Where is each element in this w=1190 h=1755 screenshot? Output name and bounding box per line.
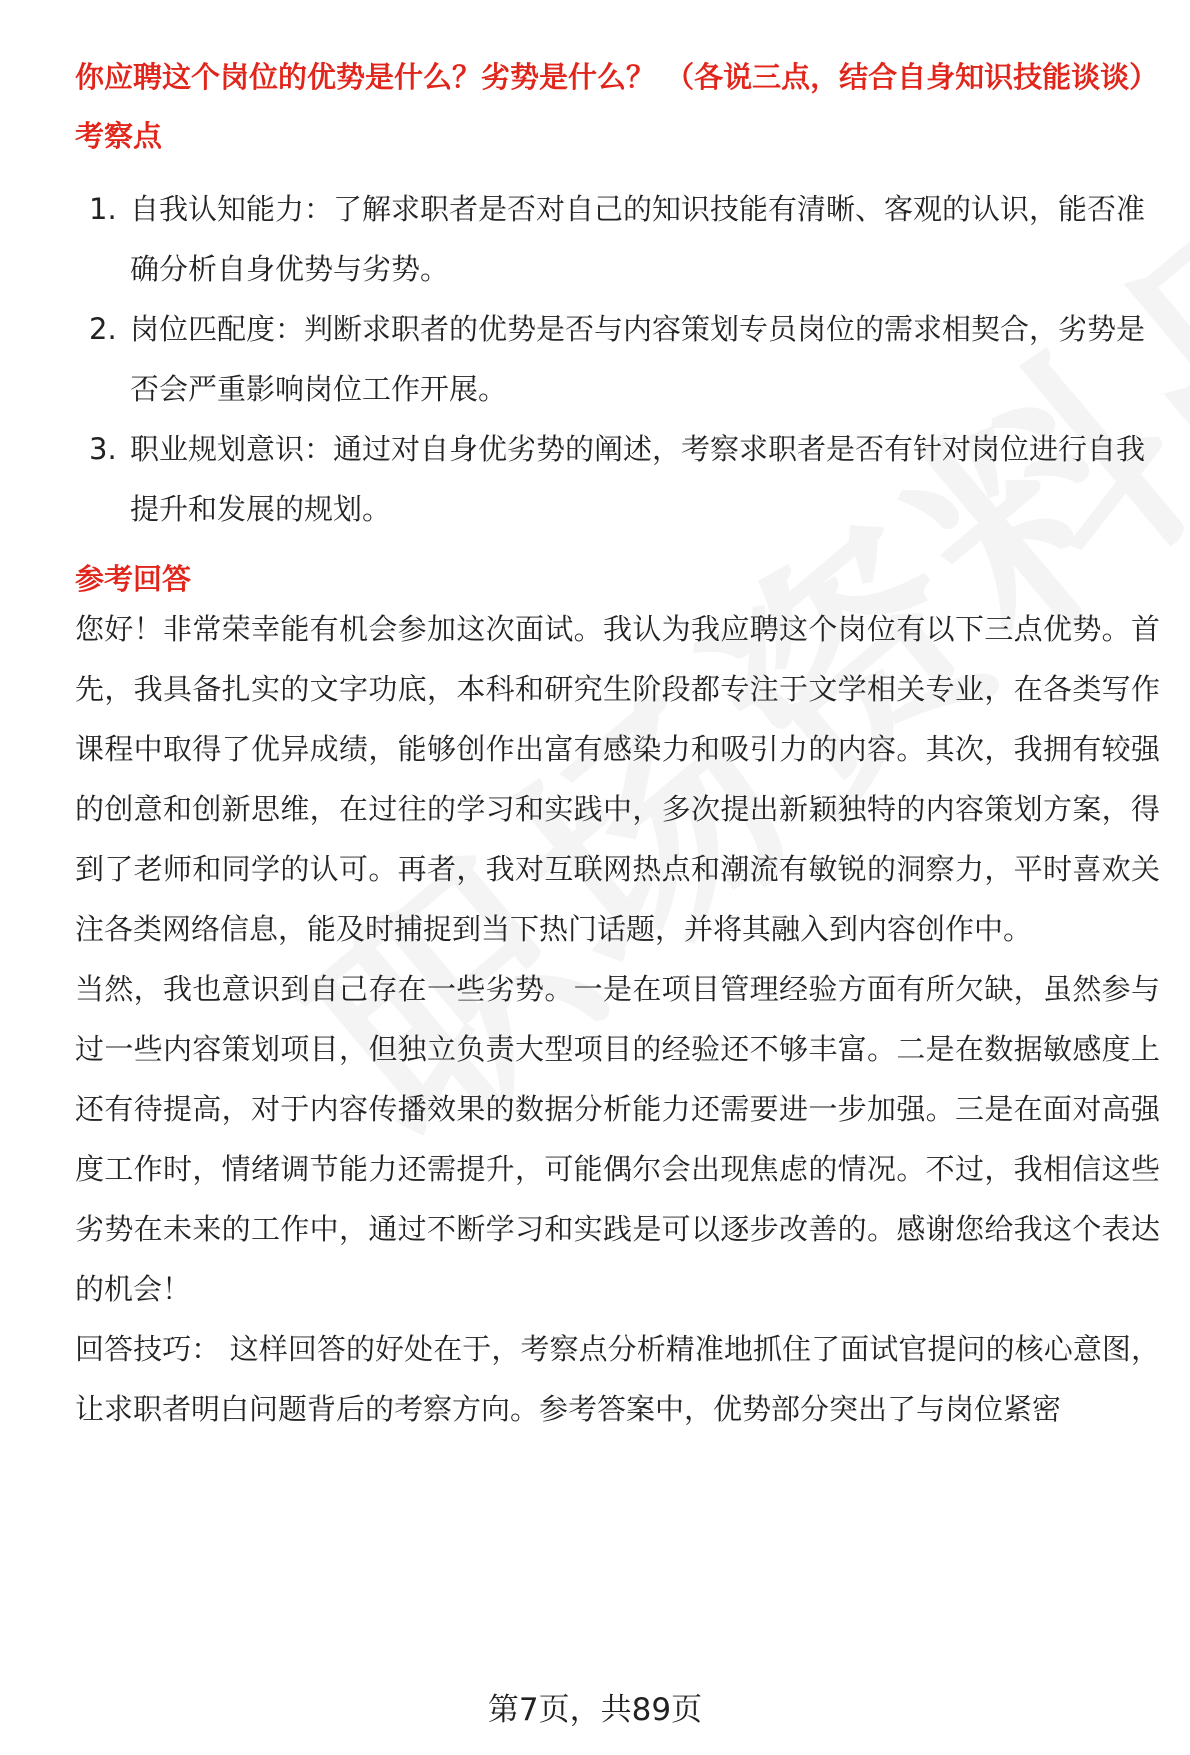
list-item-number: 1.	[89, 192, 117, 226]
list-item-number: 2.	[89, 312, 117, 346]
list-item-text: 自我认知能力：了解求职者是否对自己的知识技能有清晰、客观的认识，能否准确分析自身优势与劣势。	[130, 192, 1146, 286]
section-heading-points: 考察点	[75, 119, 163, 153]
tips-paragraph: 回答技巧： 这样回答的好处在于，考察点分析精准地抓住了面试官提问的核心意图，让求职者明白问题背后的考察方向。参考答案中，优势部分突出了与岗位紧密	[75, 1332, 1160, 1426]
list-item-text: 职业规划意识：通过对自身优劣势的阐述，考察求职者是否有针对岗位进行自我提升和发展的规划。	[130, 432, 1146, 526]
list-item	[75, 299, 1160, 419]
list-item-text: 岗位匹配度：判断求职者的优势是否与内容策划专员岗位的需求相契合，劣势是否会严重影响岗位工作开展。	[130, 312, 1146, 406]
list-item-number: 3.	[89, 432, 117, 466]
question-title: 你应聘这个岗位的优势是什么？劣势是什么？ （各说三点，结合自身知识技能谈谈）	[75, 60, 1159, 94]
section-heading-answer: 参考回答	[75, 562, 192, 596]
page-content	[75, 58, 1160, 1439]
page-number-footer: 第7页，共89页	[487, 1692, 703, 1728]
answer-paragraph: 您好！非常荣幸能有机会参加这次面试。我认为我应聘这个岗位有以下三点优势。首先，我具备扎实的文字功底，本科和研究生阶段都专注于文学相关专业，在各类写作课程中取得了优异成绩，能够创作出富有感染力和吸引力的内容。其次，我拥有较强的创意和创新思维，在过往的学习和实践中，多次提出新颖独特的内容策划方案，得到了老师和同学的认可。再者，我对互联网热点和潮流有敏锐的洞察力，平时喜欢关注各类网络信息，能及时捕捉到当下热门话题，并将其融入到内容创作中。	[75, 612, 1160, 946]
list-item	[75, 419, 1160, 539]
points-list	[75, 179, 1160, 539]
answer-paragraph: 当然，我也意识到自己存在一些劣势。一是在项目管理经验方面有所欠缺，虽然参与过一些内容策划项目，但独立负责大型项目的经验还不够丰富。二是在数据敏感度上还有待提高，对于内容传播效果的数据分析能力还需要进一步加强。三是在面对高强度工作时，情绪调节能力还需提升，可能偶尔会出现焦虑的情况。不过，我相信这些劣势在未来的工作中，通过不断学习和实践是可以逐步改善的。感谢您给我这个表达的机会！	[75, 972, 1160, 1306]
list-item	[75, 179, 1160, 299]
